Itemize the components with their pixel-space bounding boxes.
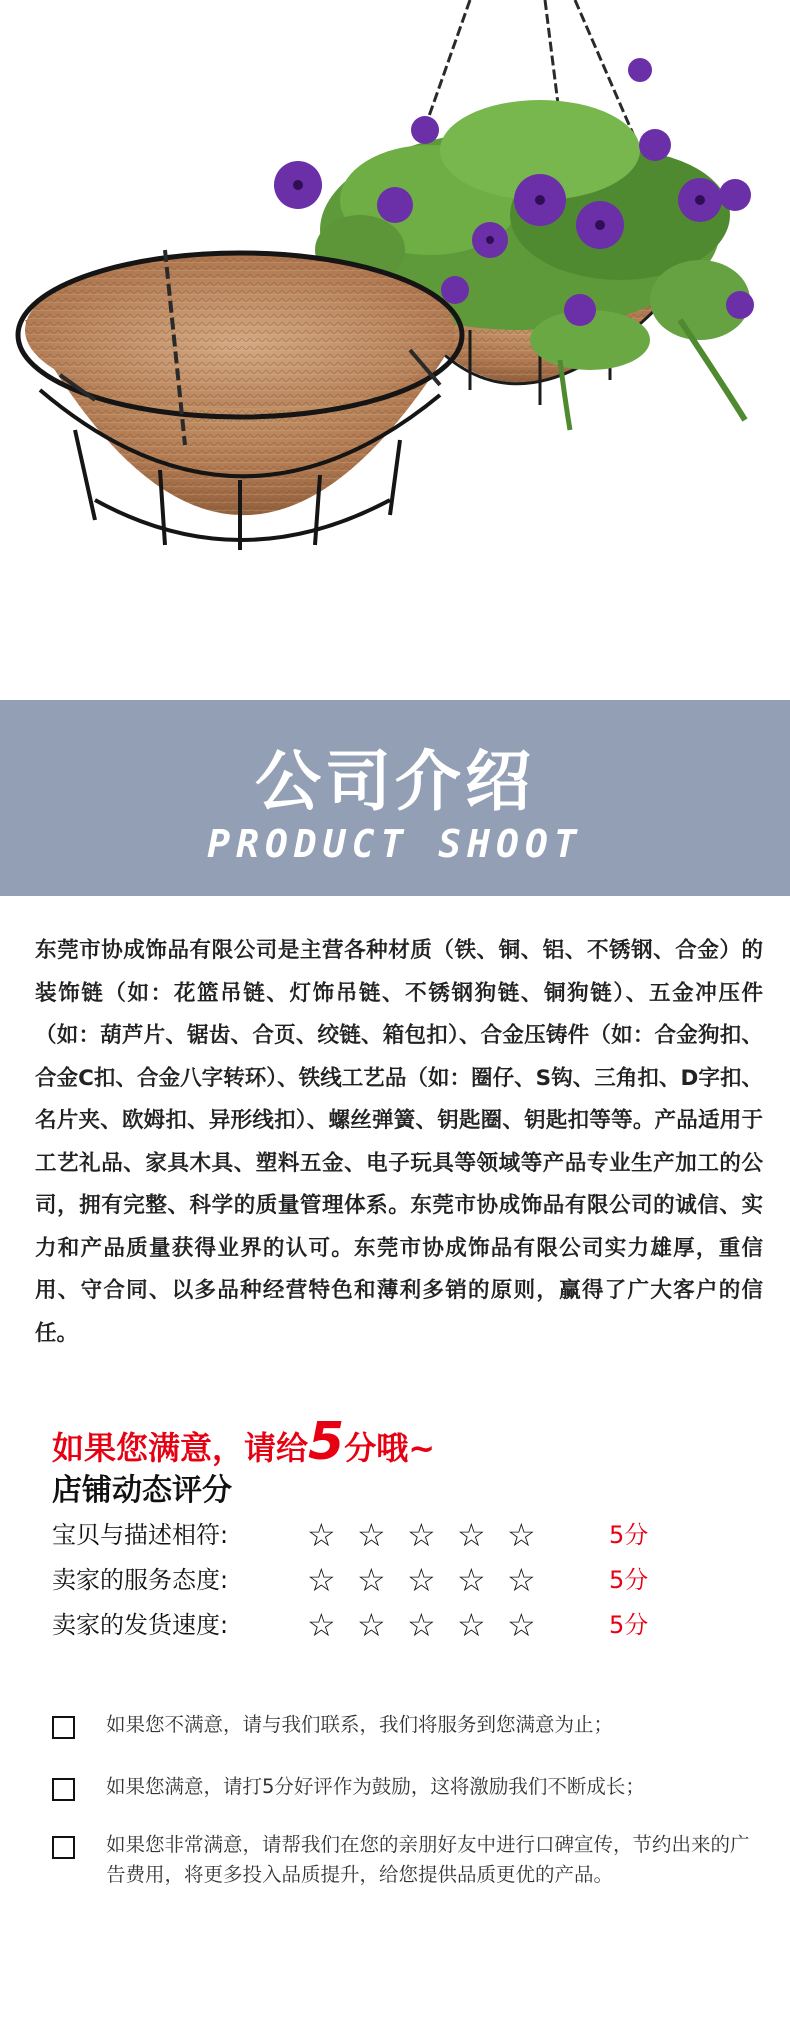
rating-slogan [52,1412,752,1472]
rating-score: 5分 [609,1566,649,1594]
company-intro-text: 东莞市协成饰品有限公司是主营各种材质（铁、铜、铝、不锈钢、合金）的装饰链（如：花篮吊链、灯饰吊链、不锈钢狗链、铜狗链）、五金冲压件（如：葫芦片、锯齿、合页、绞链、箱包扣）、合金压铸件（如：合金狗扣、合金C扣、合金八字转环）、铁线工艺品（如：圈仔、S钩、三角扣、D字扣、名片夹、欧姆扣、异形线扣）、螺丝弹簧、钥匙圈、钥匙扣等等。产品适用于工艺礼品、家具木具、塑料五金、电子玩具等领域等产品专业生产加工的公司，拥有完整、科学的质量管理体系。东莞市协成饰品有限公司的诚信、实力和产品质量获得业界的认可。东莞市协成饰品有限公司实力雄厚，重信用、守合同、以多品种经营特色和薄利多销的原则，赢得了广大客户的信任。 [35,938,763,1346]
rating-row [52,1603,752,1648]
star-icon: ☆ [357,1516,406,1554]
star-icon: ☆ [357,1606,406,1644]
note-text: 如果您不满意，请与我们联系，我们将服务到您满意为止； [106,1713,614,1736]
rating-row [52,1513,752,1558]
slogan-number: 5 [308,1412,345,1472]
product-photo [0,0,790,700]
rating-heading: 店铺动态评分 [52,1473,232,1508]
banner-title: 公司介绍 [255,743,535,820]
rating-stars [307,1513,557,1558]
note-item [52,1830,752,1890]
star-icon: ☆ [457,1516,506,1554]
section-banner [0,700,790,896]
slogan-suffix: 分哦~ [344,1429,436,1467]
rating-stars [307,1558,557,1603]
note-item [52,1710,752,1772]
star-icon: ☆ [457,1561,506,1599]
shop-rating [52,1412,752,1648]
note-item [52,1772,752,1830]
banner-subtitle: PRODUCT SHOOT [207,822,583,866]
checkbox-icon[interactable] [52,1778,75,1801]
feedback-notes [52,1710,752,1890]
star-icon: ☆ [407,1516,456,1554]
rating-row [52,1558,752,1603]
hanging-basket-illustration [0,0,790,700]
rating-label: 宝贝与描述相符: [52,1521,229,1549]
rating-score: 5分 [609,1611,649,1639]
star-icon: ☆ [307,1516,356,1554]
checkbox-icon[interactable] [52,1716,75,1739]
star-icon: ☆ [407,1561,456,1599]
slogan-prefix: 如果您满意，请给 [52,1429,309,1467]
star-icon: ☆ [507,1561,556,1599]
star-icon: ☆ [407,1606,456,1644]
note-text: 如果您满意，请打5分好评作为鼓励，这将激励我们不断成长； [106,1775,645,1798]
rating-label: 卖家的发货速度: [52,1611,229,1639]
note-text: 如果您非常满意，请帮我们在您的亲朋好友中进行口碑宣传，节约出来的广告费用，将更多投入品质提升，给您提供品质更优的产品。 [106,1833,750,1886]
star-icon: ☆ [307,1561,356,1599]
rating-label: 卖家的服务态度: [52,1566,229,1594]
star-icon: ☆ [307,1606,356,1644]
star-icon: ☆ [457,1606,506,1644]
rating-stars [307,1603,557,1648]
basket-left [18,250,462,550]
checkbox-icon[interactable] [52,1836,75,1859]
rating-score: 5分 [609,1521,649,1549]
star-icon: ☆ [507,1516,556,1554]
star-icon: ☆ [507,1606,556,1644]
star-icon: ☆ [357,1561,406,1599]
